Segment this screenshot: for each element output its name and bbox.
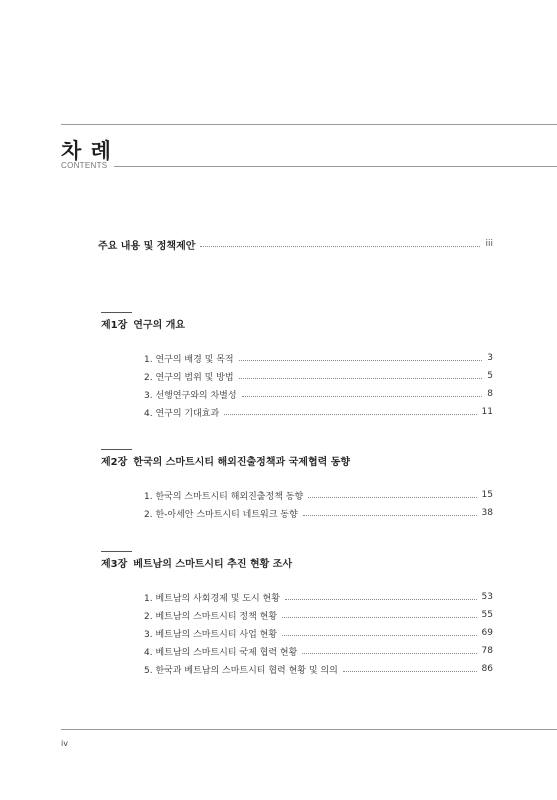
toc-summary-page: iii — [485, 239, 493, 249]
chapter-number: 제1장 — [101, 320, 128, 331]
toc-entry[interactable] — [144, 660, 493, 678]
dot-leader — [200, 246, 480, 247]
dot-leader — [242, 396, 483, 397]
toc-entry-title: 1. 한국의 스마트시티 해외진출정책 동향 — [144, 491, 304, 502]
toc-entry-title: 1. 연구의 배경 및 목적 — [144, 354, 234, 365]
toc-entry[interactable] — [144, 349, 493, 367]
toc-entry-title: 4. 베트남의 스마트시티 국제 협력 현황 — [144, 647, 298, 658]
toc-entry[interactable] — [144, 642, 493, 660]
top-divider — [61, 124, 557, 125]
chapter-title: 베트남의 스마트시티 추진 현황 조사 — [133, 559, 293, 570]
chapter-number: 제2장 — [101, 457, 128, 468]
chapter-title: 연구의 개요 — [133, 320, 186, 331]
chapter-divider — [101, 312, 132, 313]
chapter-2 — [101, 449, 493, 522]
dot-leader — [239, 378, 483, 379]
page-number: iv — [61, 739, 68, 748]
chapter-entries — [101, 588, 493, 678]
dot-leader — [303, 515, 477, 516]
toc-entry-title: 2. 한-아세안 스마트시티 네트워크 동향 — [144, 509, 298, 520]
toc-entry-page: 11 — [481, 407, 493, 417]
chapter-heading[interactable] — [101, 558, 493, 572]
chapter-divider — [101, 449, 132, 450]
toc-entry-title: 1. 베트남의 사회경제 및 도시 현황 — [144, 593, 280, 604]
dot-leader — [343, 671, 477, 672]
toc-entry-page: 86 — [481, 664, 493, 674]
subtitle-row — [61, 160, 557, 172]
toc-entry[interactable] — [144, 588, 493, 606]
bottom-divider — [61, 729, 557, 730]
toc-entry-page: 3 — [487, 353, 493, 363]
toc-entry-title: 2. 베트남의 스마트시티 정책 현황 — [144, 611, 278, 622]
toc-entry-page: 38 — [481, 508, 493, 518]
dot-leader — [282, 635, 476, 636]
toc-entry[interactable] — [144, 504, 493, 522]
toc-entry-page: 15 — [481, 490, 493, 500]
toc-entry[interactable] — [144, 606, 493, 624]
chapter-title: 한국의 스마트시티 해외진출정책과 국제협력 동향 — [133, 457, 351, 468]
toc-entry-page: 78 — [481, 646, 493, 656]
dot-leader — [302, 653, 476, 654]
dot-leader — [308, 497, 476, 498]
page-subtitle: CONTENTS — [61, 161, 108, 170]
toc-summary-entry[interactable] — [98, 236, 493, 252]
subtitle-divider — [114, 166, 557, 167]
chapter-number: 제3장 — [101, 559, 128, 570]
dot-leader — [239, 360, 483, 361]
toc-entry[interactable] — [144, 403, 493, 421]
chapter-entries — [101, 349, 493, 421]
toc-entry-title: 2. 연구의 범위 및 방법 — [144, 372, 234, 383]
toc-entry-title: 5. 한국과 베트남의 스마트시티 협력 현황 및 의의 — [144, 665, 338, 676]
chapter-heading[interactable] — [101, 319, 493, 333]
toc-entry[interactable] — [144, 367, 493, 385]
chapter-heading[interactable] — [101, 456, 493, 470]
toc-entry-page: 69 — [481, 628, 493, 638]
toc-entry[interactable] — [144, 486, 493, 504]
toc-entry-page: 8 — [487, 389, 493, 399]
toc-entry-title: 4. 연구의 기대효과 — [144, 408, 220, 419]
toc-entry-page: 5 — [487, 371, 493, 381]
dot-leader — [285, 599, 477, 600]
dot-leader — [224, 414, 476, 415]
toc-entry-page: 55 — [481, 610, 493, 620]
toc-entry-title: 3. 선행연구와의 차별성 — [144, 390, 237, 401]
toc-entry-page: 53 — [481, 592, 493, 602]
toc-summary-title: 주요 내용 및 정책제안 — [98, 240, 196, 252]
chapter-1 — [101, 312, 493, 421]
chapter-3 — [101, 551, 493, 678]
chapter-entries — [101, 486, 493, 522]
chapter-divider — [101, 551, 132, 552]
toc-entry[interactable] — [144, 624, 493, 642]
toc-entry[interactable] — [144, 385, 493, 403]
dot-leader — [282, 617, 476, 618]
page-title: 차 례 — [61, 139, 112, 163]
toc-entry-title: 3. 베트남의 스마트시티 사업 현황 — [144, 629, 278, 640]
